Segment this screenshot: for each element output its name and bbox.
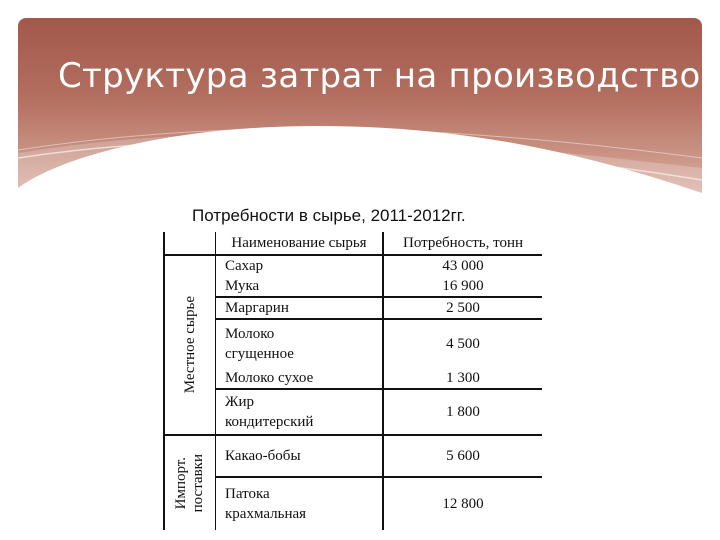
row-name-molasses (216, 477, 384, 530)
row-name-milk-dry: Молоко сухое (216, 368, 384, 389)
table-row (164, 297, 542, 319)
row-value-molasses: 12 800 (442, 495, 484, 512)
row-value-sugar: 43 000 (442, 257, 484, 274)
row-name-fat (216, 389, 384, 435)
row-name-milk-condensed-line2: сгущенное (225, 346, 294, 362)
row-name-flour: Мука (216, 276, 384, 297)
row-name-sugar: Сахар (216, 255, 384, 276)
group-label-import-line2: поставки (190, 453, 206, 513)
row-name-cocoa: Какао-бобы (216, 435, 384, 477)
table-row (164, 477, 542, 530)
row-value-fat: 1 800 (383, 389, 542, 435)
table-caption: Потребности в сырье, 2011-2012гг. (192, 206, 466, 225)
table-row (164, 435, 542, 477)
table-row (164, 319, 542, 368)
header-group-cell (164, 232, 216, 255)
table-row (164, 276, 542, 297)
header-value: Потребность, тонн (383, 232, 542, 255)
row-value-flour: 16 900 (383, 276, 542, 297)
slide-title: Структура затрат на производство (58, 56, 701, 96)
group-label-import (173, 454, 207, 512)
row-name-fat-line2: кондитерский (225, 414, 314, 430)
raw-materials-table (163, 232, 542, 530)
slide-header-band (18, 18, 702, 198)
row-name-margarine: Маргарин (216, 297, 384, 319)
table-row (164, 255, 542, 276)
row-value-cocoa: 5 600 (383, 435, 542, 477)
row-name-milk-condensed-line1: Молоко (225, 326, 275, 342)
row-value-milk-condensed: 4 500 (446, 335, 480, 352)
table-header-row (164, 232, 542, 255)
group-label-local: Местное сырье (181, 296, 198, 394)
row-value-milk-dry: 1 300 (383, 368, 542, 389)
header-swoosh-decoration (18, 18, 702, 198)
table-row (164, 368, 542, 389)
row-name-fat-line1: Жир (225, 394, 254, 410)
header-name: Наименование сырья (216, 232, 384, 255)
group-cell-import (164, 435, 216, 530)
group-cell-local (164, 255, 216, 435)
table-row (164, 389, 542, 435)
row-name-molasses-line2: крахмальная (225, 506, 307, 522)
row-name-molasses-line1: Патока (225, 486, 270, 502)
group-label-import-line1: Импорт. (173, 456, 189, 510)
row-value-margarine: 2 500 (383, 297, 542, 319)
row-name-milk-condensed (216, 319, 384, 368)
